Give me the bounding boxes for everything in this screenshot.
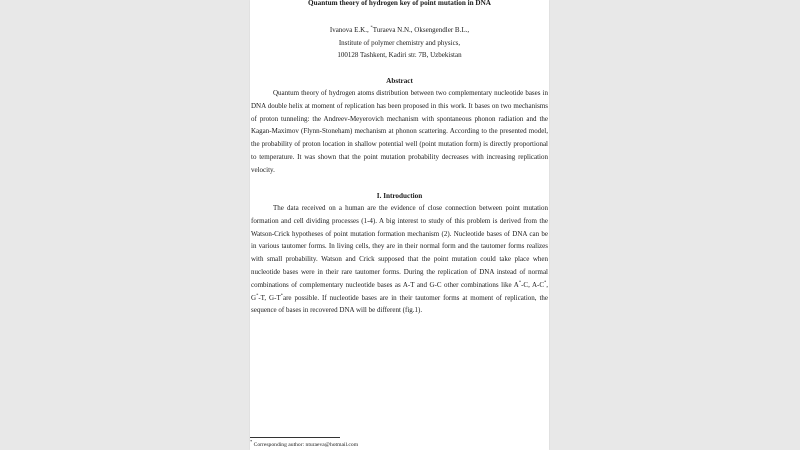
footnote-marker: *: [250, 439, 253, 445]
footnote: [250, 441, 549, 449]
author-ivanova: Ivanova E.K.,: [329, 26, 371, 34]
introduction-paragraph: [251, 202, 548, 317]
intro-text-part-4: -T, G-T: [258, 293, 281, 302]
tautomer-marker-3: *: [256, 292, 259, 298]
intro-text-part-2: -C, A-C: [521, 280, 544, 289]
author-turaeva-oksengendler: Turaeva N.N., Oksengendler B.L.,: [372, 26, 470, 34]
introduction-heading: I. Introduction: [376, 192, 423, 200]
document-page: [250, 0, 549, 450]
footnote-text: Corresponding author: nturaeva@hotmail.com: [252, 442, 359, 448]
author-line: [250, 25, 549, 35]
intro-text-part-1: The data received on a human are the evidence of close connection between point mutation formation and cell dividing processes (1-4). A big interest to study of this problem is derived from the Watson-Crick hypotheses of point mutation formation mechanism (2). Nucleotide bases of DNA can be in various tautomer forms. In living cells, they are in their normal form and the tautomer forms realizes with small probability. Watson and Crick supposed that the point mutation could take place when nucleotide bases were in their rare tautomer forms. During the replication of DNA instead of normal combinations of complementary nucleotide bases as A-T and G-C other combinations like A: [251, 204, 548, 289]
tautomer-marker-4: *: [280, 292, 283, 298]
tautomer-marker-2: *: [544, 279, 547, 285]
address-line: 100128 Tashkent, Kadiri str. 7B, Uzbekistan: [337, 51, 462, 59]
corresponding-author-marker: *: [370, 24, 373, 30]
footnote-divider: [250, 437, 340, 438]
paper-title: Quantum theory of hydrogen key of point mutation in DNA: [308, 0, 491, 7]
intro-text-part-3: , G: [251, 280, 548, 302]
institute-line: Institute of polymer chemistry and physics,: [338, 39, 461, 47]
intro-text-part-5: are possible. If nucleotide bases are in their tautomer forms at moment of replication, the sequence of bases in recovered DNA will be different (fig.1).: [251, 293, 549, 315]
abstract-paragraph: Quantum theory of hydrogen atoms distribution between two complementary nucleotide bases in DNA double helix at moment of replication has been proposed in this work. It bases on two mechanisms of proton tunneling: the Andreev-Meyerovich mechanism with spontaneous phonon radiation and the Kagan-Maximov (Flynn-Stoneham) mechanism at phonon scattering. According to the presented model, the probability of proton location in shallow potential well (point mutation form) is directly proportional to temperature. It was shown that the point mutation probability decreases with increasing replication velocity.: [251, 89, 548, 174]
tautomer-marker-1: *: [518, 279, 522, 285]
abstract-heading: Abstract: [386, 77, 413, 85]
